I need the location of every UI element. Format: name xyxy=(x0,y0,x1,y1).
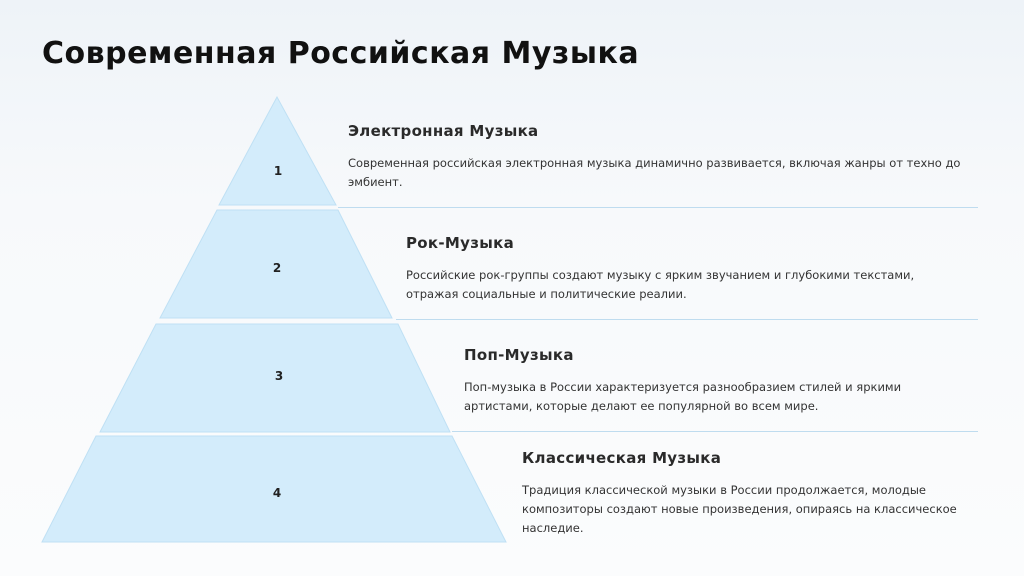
tier-description-1 xyxy=(348,122,978,192)
tier-text: Поп-музыка в России характеризуется разнообразием стилей и яркими артистами, которые делают ее популярной во всем мире. xyxy=(464,380,902,413)
page-title: Современная Российская Музыка xyxy=(42,36,640,71)
tier-text: Традиция классической музыки в России продолжается, молодые композиторы создают новые произведения, опираясь на классическое наследие. xyxy=(522,483,957,535)
tier-number-4: 4 xyxy=(272,486,282,500)
tier-number-2: 2 xyxy=(272,261,282,275)
divider-2 xyxy=(396,319,978,320)
tier-description-4 xyxy=(522,449,962,538)
tier-number-3: 3 xyxy=(274,369,284,383)
tier-text: Современная российская электронная музыка динамично развивается, включая жанры от техно до эмбиент. xyxy=(348,156,961,189)
tier-heading: Рок-Музыка xyxy=(406,234,514,252)
pyramid-tier-1 xyxy=(219,97,336,205)
tier-heading: Поп-Музыка xyxy=(464,346,574,364)
tier-description-3 xyxy=(464,346,954,416)
tier-heading: Электронная Музыка xyxy=(348,122,539,140)
divider-1 xyxy=(338,207,978,208)
tier-description-2 xyxy=(406,234,966,304)
divider-3 xyxy=(452,431,978,432)
tier-heading: Классическая Музыка xyxy=(522,449,722,467)
tier-number-1: 1 xyxy=(273,164,283,178)
tier-text: Российские рок-группы создают музыку с ярким звучанием и глубокими текстами, отражая социальные и политические реалии. xyxy=(406,268,915,301)
